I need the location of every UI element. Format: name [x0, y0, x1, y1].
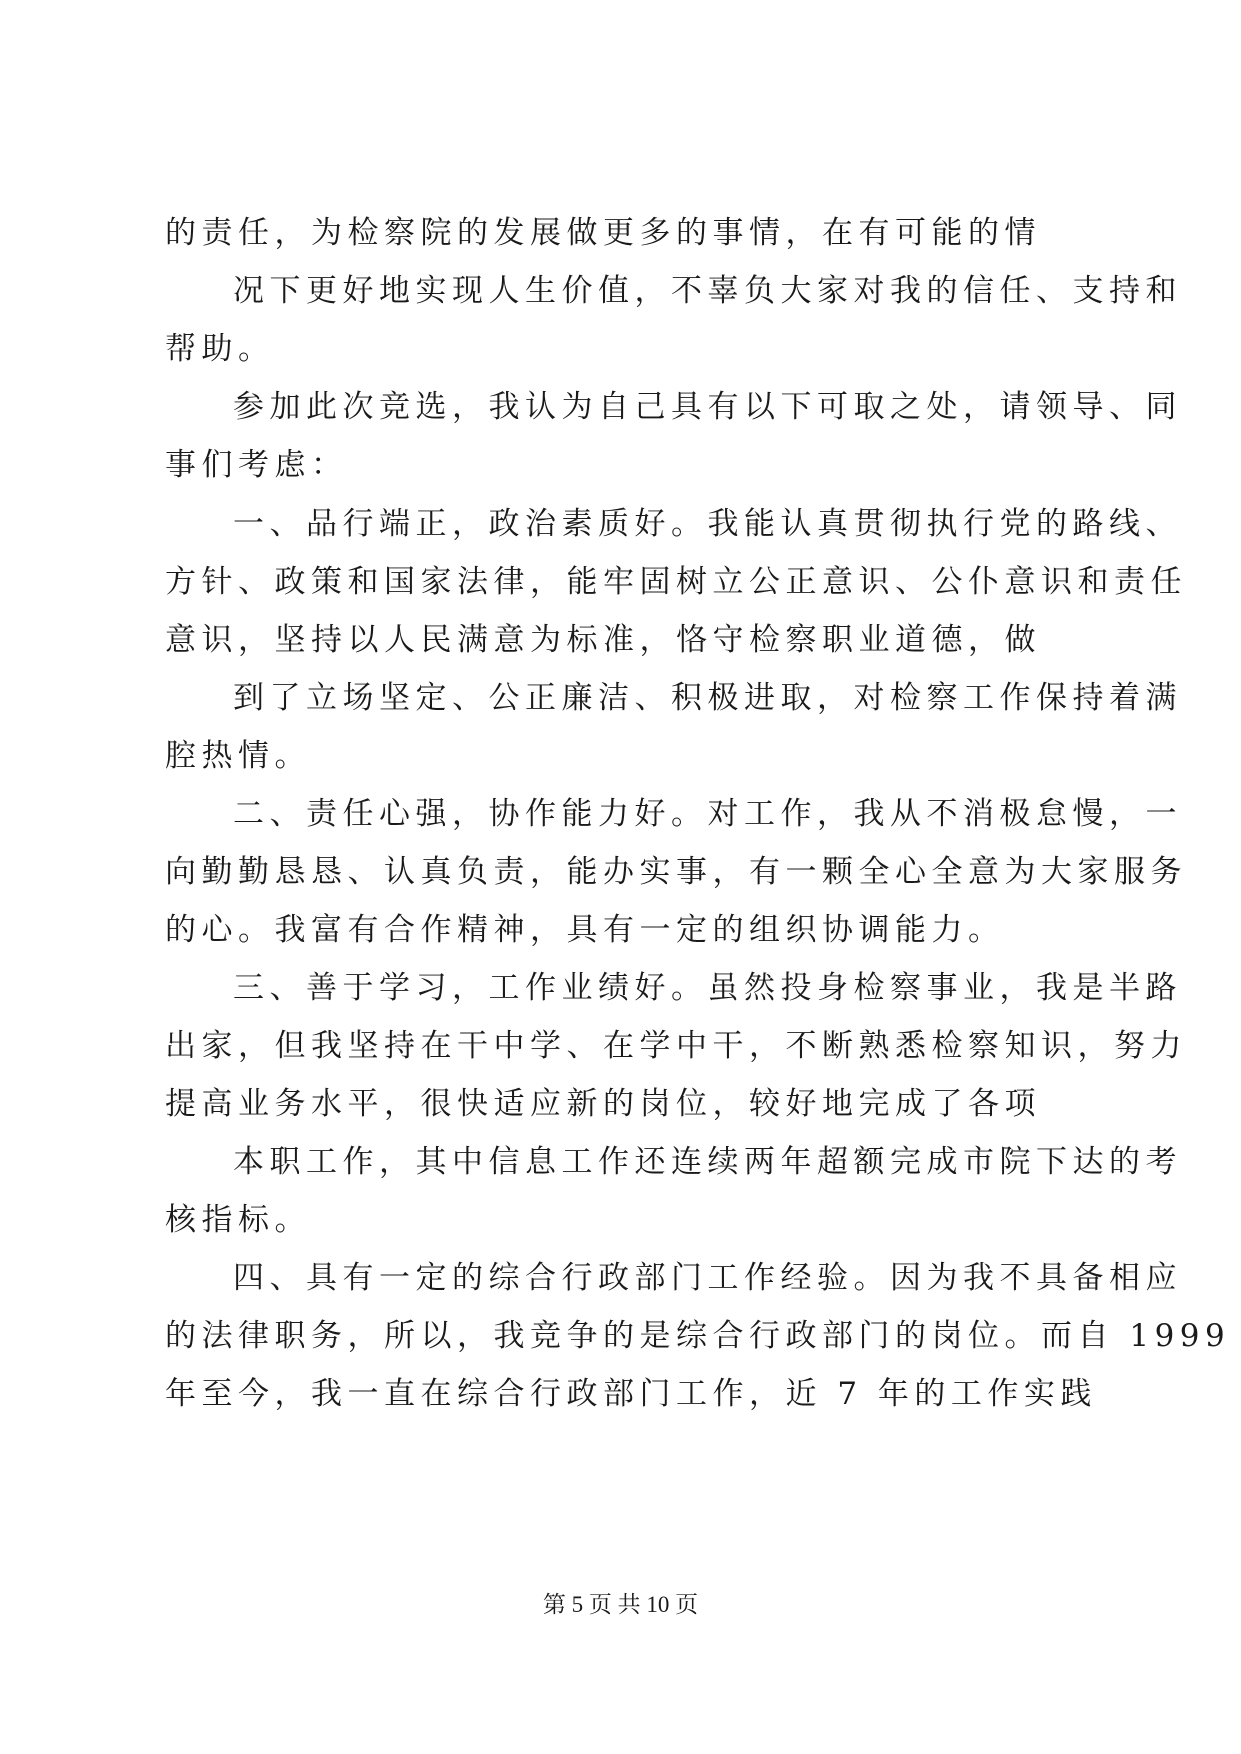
text-line: 四、具有一定的综合行政部门工作经验。因为我不具备相应: [233, 1260, 1182, 1296]
text-line: 方针、政策和国家法律，能牢固树立公正意识、公仆意识和责任: [165, 564, 1187, 600]
text-line: 腔热情。: [165, 738, 311, 774]
text-line: 年至今，我一直在综合行政部门工作，近 7 年的工作实践: [165, 1376, 1097, 1412]
text-line: 一、品行端正，政治素质好。我能认真贯彻执行党的路线、: [233, 506, 1182, 542]
text-line: 核指标。: [165, 1202, 311, 1238]
text-line: 的责任，为检察院的发展做更多的事情，在有可能的情: [165, 215, 1041, 251]
text-line: 本职工作，其中信息工作还连续两年超额完成市院下达的考: [233, 1144, 1182, 1180]
text-line: 的法律职务，所以，我竞争的是综合行政部门的岗位。而自 1999: [165, 1318, 1231, 1354]
text-line: 三、善于学习，工作业绩好。虽然投身检察事业，我是半路: [233, 970, 1182, 1006]
text-line: 提高业务水平，很快适应新的岗位，较好地完成了各项: [165, 1086, 1041, 1122]
text-line: 况下更好地实现人生价值，不辜负大家对我的信任、支持和: [233, 273, 1182, 309]
text-line: 意识，坚持以人民满意为标准，恪守检察职业道德，做: [165, 622, 1041, 658]
text-line: 的心。我富有合作精神，具有一定的组织协调能力。: [165, 912, 1005, 948]
text-line: 向勤勤恳恳、认真负责，能办实事，有一颗全心全意为大家服务: [165, 854, 1187, 890]
text-line: 帮助。: [165, 331, 275, 367]
text-line: 参加此次竞选，我认为自己具有以下可取之处，请领导、同: [233, 389, 1182, 425]
text-line: 二、责任心强，协作能力好。对工作，我从不消极怠慢，一: [233, 796, 1182, 832]
text-line: 到了立场坚定、公正廉洁、积极进取，对检察工作保持着满: [233, 680, 1182, 716]
text-line: 出家，但我坚持在干中学、在学中干，不断熟悉检察知识，努力: [165, 1028, 1187, 1064]
page-number-footer: 第 5 页 共 10 页: [542, 1592, 699, 1617]
text-line: 事们考虑：: [165, 447, 348, 483]
